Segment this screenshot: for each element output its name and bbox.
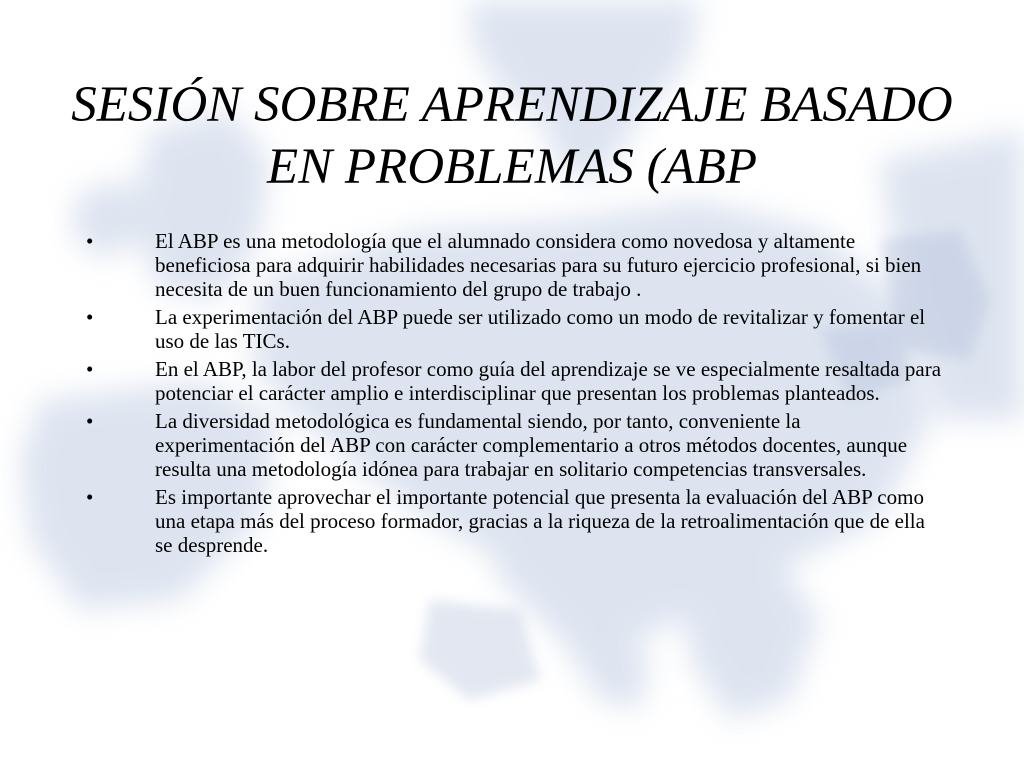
bullet-text: La experimentación del ABP puede ser utilizado como un modo de revitalizar y fomentar el uso de las TICs. bbox=[155, 305, 926, 353]
bullet-marker: • bbox=[86, 229, 94, 253]
bullet-text: La diversidad metodológica es fundamental siendo, por tanto, conveniente la experimentación del ABP con carácter complementario a otros métodos docentes, aunque resulta una metodología idónea para trabajar en solitario competencias transversales. bbox=[155, 409, 908, 481]
bullet-item bbox=[86, 409, 942, 481]
bullet-list bbox=[86, 229, 942, 561]
bullet-marker: • bbox=[86, 357, 94, 381]
bullet-text: El ABP es una metodología que el alumnado considera como novedosa y altamente beneficiosa para adquirir habilidades necesarias para su futuro ejercicio profesional, si bien necesita de un buen funcionamiento del grupo de trabajo . bbox=[155, 229, 922, 301]
bullet-text: Es importante aprovechar el importante potencial que presenta la evaluación del ABP como una etapa más del proceso formador, gracias a la riqueza de la retroalimentación que de ella se desprende. bbox=[155, 485, 925, 557]
bullet-item bbox=[86, 229, 942, 301]
bullet-marker: • bbox=[86, 485, 94, 509]
bullet-item bbox=[86, 305, 942, 353]
bullet-item bbox=[86, 485, 942, 557]
bullet-marker: • bbox=[86, 409, 94, 433]
bullet-marker: • bbox=[86, 305, 94, 329]
bullet-item bbox=[86, 357, 942, 405]
bullet-text: En el ABP, la labor del profesor como guía del aprendizaje se ve especialmente resaltada para potenciar el carácter amplio e interdisciplinar que presentan los problemas planteados. bbox=[155, 357, 942, 405]
slide-title: SESIÓN SOBRE APRENDIZAJE BASADO EN PROBLEMAS (ABP bbox=[71, 77, 953, 195]
